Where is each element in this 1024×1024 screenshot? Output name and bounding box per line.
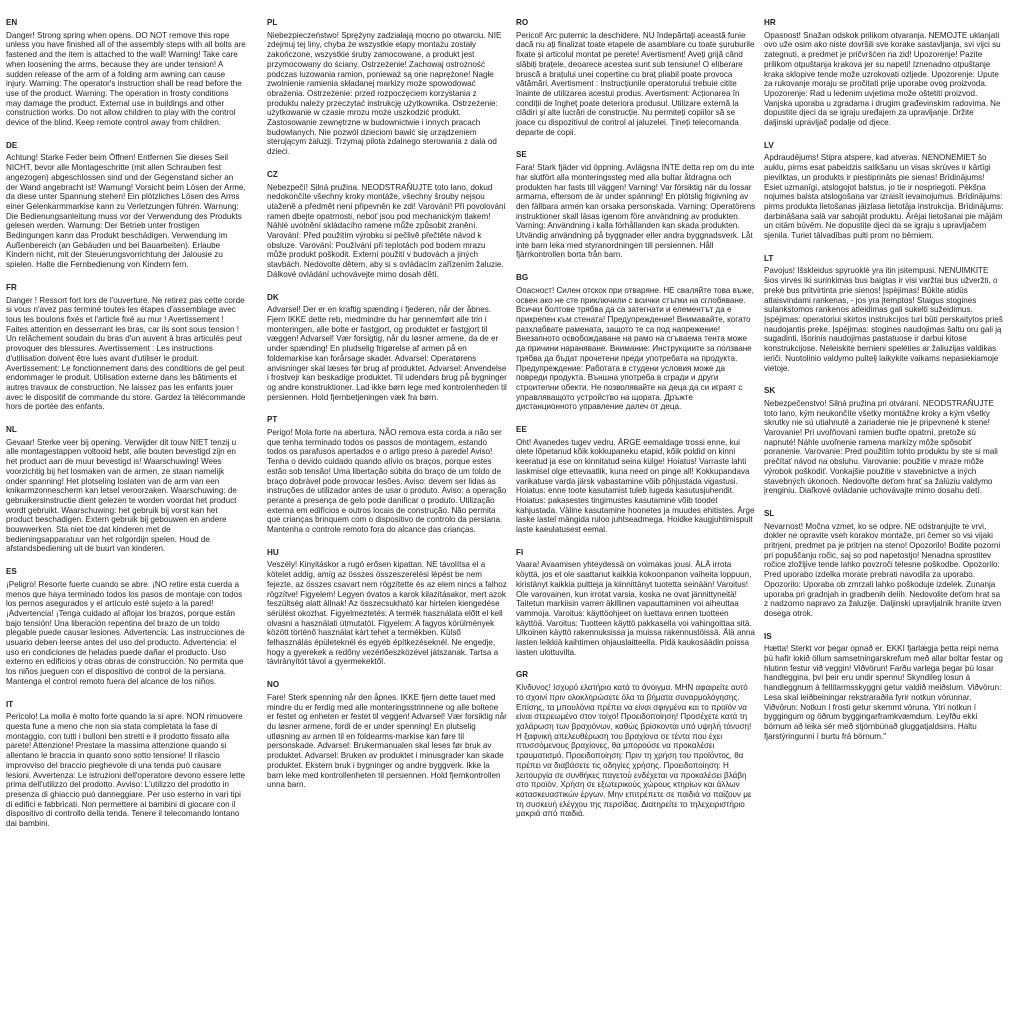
warning-text: Κίνδυνος! Ισχυρό ελατήριο κατά το άνοιγμα. ΜΗΝ αφαιρείτε αυτό το σχοινί πριν ολοκληρώσετε όλα τα βήματα συναρμολόγησης. Επίσης, τα μπουλόνια πρέπει να είναι σφιγμένα και το προϊόν να είναι στερεωμένο στον τοίχο! Προειδοποίηση! Προσέχετε κατά τη χαλάρωση των βραχιόνων, καθώς βρίσκονται υπό υψηλή τάνυση! Η ξαφνική απελευθέρωση του βραχίονα σε τέντα που έχει πτυσσόμενους βραχίονες, θα μπορούσε να προκαλέσει τραυματισμό. Προειδοποίηση: Πριν τη χρήση του προϊόντος, θα πρέπει να διαβάσετε τις οδηγίες χρήσης. Προειδοποίηση: Η λειτουργία σε συνθήκες παγετού ενδέχεται να προκαλέσει βλάβη στο προϊόν. Χρήση σε εξωτερικούς χώρους κτηρίων και άλλων κατασκευαστικών έργων. Μην επιτρέπετε σε παιδιά να παίζουν με τη συσκευή ελέγχου της περσίδας. Διατηρείτε το τηλεχειριστήριο μακριά από παιδιά. (516, 683, 752, 819)
warning-text: Опасност! Силен отскок при отваряне. НЕ сваляйте това въже, освен ако не сте приключили с всички стъпки на сглобяване. Всички болтове трябва да са затегнати и елементът да е прикрепен към стената! Предупреждение! Внимавайте, когато разхлабвате рамената, защото те са под напрежение! Внезапното освобождаване на рамо на сгъваема тента може да причини нараняване. Внимание: Инструкциите за ползване трябва да бъдат прочетени преди употребата на продукта. Предупреждение: Работата в студени условия може да повреди продукта. Външна употреба в сгради и други строителни обекти. Не позволявайте на деца да си играят с управляващото устройство на щората. Дръжте дистанционното управление далеч от деца. (516, 285, 754, 412)
language-code: HR (764, 18, 776, 27)
section-nl (6, 425, 246, 554)
language-code: IT (6, 699, 14, 709)
warning-text: Advarsel! Der er en kraftig spænding i fjederen, når der åbnes. Fjern IKKE dette reb, medmindre du har gennemført alle trin i monteringen, alle bolte er fastgjort, og produktet er fastgjort til væggen! Advarsel! Vær forsigtig, når du løsner armene, da de er under spænding! En pludselig frigørelse af armen på en foldemarkise kan forårsage skader. Advarsel: Operatørens anvisninger skal læses før brug af produktet. Advarsel: Anvendelse i frostvejr kan beskadige produktet. Til udendørs brug på bygninger og andre konstruktioner. Lad ikke børn lege med kontrolenheden til persiennen. Hold fjernbetjeningen væk fra børn. (267, 305, 507, 402)
language-code: NO (267, 680, 280, 690)
section-lt (764, 254, 1004, 373)
warning-text: ¡Peligro! Resorte fuerte cuando se abre. ¡NO retire esta cuerda a menos que haya terminado todos los pasos de montaje con todos los pernos asegurados y el artículo esté sujeto a la pared! ¡Advertencia! ¡Tenga cuidado al aflojar los brazos, porque están bajo tensión! Una liberación repentina del brazo de un toldo plegable puede causar lesiones. Advertencia: Las instrucciones de usuario deben leerse antes del uso del producto. Advertencia: el uso en condiciones de heladas puede dañar el producto. Uso externo en edificios y otras obras de construcción. No permita que los niños jueguen con el dispositivo de control de la persiana. Mantenga el control remoto fuera del alcance de los niños. (6, 579, 245, 686)
section-de (6, 141, 246, 270)
section-gr (516, 670, 756, 819)
section-it (6, 700, 246, 829)
section-sk (764, 386, 1004, 496)
language-code: DE (6, 140, 18, 150)
section-cz (267, 170, 507, 280)
language-code: SK (764, 386, 776, 396)
language-code: GR (516, 670, 529, 680)
warning-text: Opasnost! Snažan odskok prilikom otvaranja. NEMOJTE uklanjati ovo uže osim ako niste dovršili sve korake sastavljanja, svi vijci su zategnuti, a predmet je pričvršćen na zid! Upozorenje! Pazite prilikom otpuštanja krakova jer su napeti! Iznenadno otpuštanje kraka sklopive tende može uzrokovati ozljede. Upozorenje: Upute za rukovanje moraju se pročitati prije uporabe ovog proizvoda. Upozorenje: Rad u ledenim uvjetima može oštetiti proizvod. Vanjska uporaba u zgradama i drugim građevinskim radovima. Ne dopustite djeci da se igraju uređajem za upravljanje. Držite daljinski upravljač podalje od djece. (764, 30, 1001, 128)
section-dk (267, 293, 507, 403)
warning-text: Fare! Sterk spenning når den åpnes. IKKE fjern dette tauet med mindre du er ferdig med alle monteringsstrinnene og alle boltene er festet og enheten er festet til veggen! Advarsel! Vær forsiktig når du løsner armene, fordi de er under spenning! En plutselig utløsning av armen til en foldearms-markise kan føre til personskade. Advarsel: Brukermanualen skal leses før bruk av produktet. Advarsel: Bruken av produktet i minusgrader kan skade produktet. Ekstern bruk i bygninger og andre byggverk. Ikke la barn leke med kontrollenheten til persiennen. Hold fjernkontrollen unna barn. (267, 692, 507, 790)
language-code: LV (764, 140, 774, 150)
section-se (516, 150, 756, 260)
section-is (764, 632, 1004, 742)
section-fi (516, 548, 756, 658)
language-code: BG (516, 273, 529, 283)
section-sl (764, 509, 1004, 619)
language-code: ES (6, 567, 17, 577)
section-es (6, 567, 246, 686)
language-code: DK (267, 292, 279, 302)
warning-text: Achtung! Starke Feder beim Öffnen! Entfernen Sie dieses Seil NICHT, bevor alle Montageschritte (mit allen Schrauben fest angezogen) abgeschlossen sind und der Gegenstand sicher an der Wand angebracht ist! Warnung! Vorsicht beim Lösen der Arme, da diese unter Spannung stehen! Ein plötzliches Lösen des Arms einer Gelenkarmmarkise kann zu Verletzungen führen. Warnung: Die Bedienungsanleitung muss vor der Verwendung des Produkts gelesen werden. Warnung: Der Betrieb unter frostigen Bedingungen kann das Produkt beschädigen. Verwendung im Außenbereich (an Gebäuden und bei Bauarbeiten). Erlaube Kindern nicht, mit der Steuerungsvorrichtung der Jalousie zu spielen. Halte die Fernbedienung von Kindern fern. (6, 153, 246, 270)
section-ro (516, 18, 756, 137)
column-4 (764, 18, 1004, 754)
section-fr (6, 283, 246, 412)
warning-text: Vaara! Avaamisen yhteydessä on voimakas jousi. ÄLÄ irrota köyttä, jos et ole saattanut kaikkia kokoonpanon vaiheita loppuun, kiristänyt kaikkia pultteja ja kiinnittänyt tuotetta seinään! Varoitus! Ole varovainen, kun irrotat varsia, koska ne ovat jännittyneitä! Taitetun markiisin varren äkillinen vapauttaminen voi aiheuttaa vammoja. Varoitus: käyttöohjeet on luettava ennen tuotteen käyttöä. Varoitus: Tuotteen käyttö pakkasella voi vahingoittaa sitä. Ulkoinen käyttö rakennuksissa ja muissa rakennustöissä. Älä anna lasten leikkiä kaihtimen ohjauslaitteella. Pidä kaukosäädin poissa lasten ulottuvilta. (516, 560, 755, 657)
language-code: NL (6, 425, 17, 435)
language-code: PT (267, 415, 278, 425)
language-code: FI (516, 547, 524, 557)
warning-text: Pavojus! Išskleidus spyruoklė yra itin įsitempusi. NENUIMKITE šios virvės iki surinkimas bus baigtas ir visi varžtai bus užveržti, o prekė bus pritvirtinta prie sienos! Įspėjimas! Būkite atidūs atlaisvindami rankenas, - jos yra įtemptos! Staigus stogines sulankstomos rankenos atleidimas gali sukelti sužeidimus. Įspėjimas: operatoriui skirtos instrukcijos turi būti perskaitytos prieš naudojantis preke. Įspėjimas: stogines naudojimas šaltu oru gali ją sugadinti. Išorinis naudojimas pastatuose ir darbui kitose konstrukcijose. Neleiskite bernieni spelėties ar žaliuzijas valdikas ieriči. Nuotolinio valdymo pultelį laikykite vaikams nepasiekiamoje vietoje. (764, 266, 1003, 373)
column-2 (267, 18, 507, 803)
warning-text: Fara! Stark fjäder vid öppning. Avlägsna INTE detta rep om du inte har slutfört alla monteringssteg med alla bultar åtdragna och produkten har fasts till väggen! Varning! Var försiktig när du lossar armarna, eftersom de är under spänning! En plötslig frigivning av den fällbara armen kan orsaka personskada. Varning: Operatörens instruktioner skall läsas igenom före användning av produkten. Varning: Användning i kalla förhållanden kan skada produkten. Utvändig användning på byggnader eller andra byggnadsverk. Låt inte barn leka med styranordningen till persiennen. Håll fjärrkontrollen borta från barn. (516, 163, 756, 260)
language-code: PL (267, 18, 278, 27)
section-pl (267, 18, 507, 157)
language-code: CZ (267, 169, 278, 179)
language-code: RO (516, 18, 529, 27)
language-code: EE (516, 425, 527, 435)
warning-text: Hætta! Sterkt vor þegar opnað er. EKKI fjarlægja þetta reipi nema þú hafir lokið öllum samsetningarskrefum með allar boltar festar og hlutinn festur við veggin! Viðvörun! Farðu varlega þegar þú losar handleggina, því þeir eru undir spennu! Skyndileg losun á handleggnum á fellitarmsskyggni getur valdið meiðslum. Viðvörun: Lesa skal leiðbeiningar rekstraraðila fyrir notkun vörunnar. Viðvörun: Notkun í frosti getur skemmt vöruna. Ytri notkun í byggingum og öðrum byggingarframkvæmdum. Leyfðu ekki börnum að leika sér með stjórnbúnað gluggatjaldsins. Haltu fjarstýringunni í burtu frá börnum." (764, 644, 1003, 741)
section-ee (516, 425, 756, 535)
warning-text: Pericol! Arc puternic la deschidere. NU îndepărtați această funie dacă nu ați finalizat toate etapele de asamblare cu toate șuruburile fixate și articolul montat pe perete! Avertisment! Aveți grijă când slăbiți brațele, deoarece acestea sunt sub tensiune! O eliberare bruscă a brațului unei copertine cu braț pliabil poate provoca vătămări. Avertisment : Instrucțiunile operatorului trebuie citite înainte de utilizarea acestui produs. Avertisment: Acționarea în condiții de îngheț poate deteriora produsul. Utilizare externă la clădiri și alte lucrări de construcție. Nu permiteți copiilor să se joace cu dispozitivul de control al jaluzelei. Țineți telecomanda departe de copii. (516, 30, 755, 137)
warning-text: Nebezpečí! Silná pružina. NEODSTRAŇUJTE toto lano, dokud nedokončíte všechny kroky montáže, všechny šrouby nejsou utaženě a předmět není připevněn ke zdi! Varování! Při povolování ramen dbejte opatrnosti, neboť jsou pod mechanickým tlakem! Náhlé uvolnění skládacího ramene může způsobit zranění. Varování: Před použitím výrobku si pečlivě přečtěte návod k obsluze. Varování: Používání při teplotách pod bodem mrazu může produkt poškodit. Externí použití v budovách a jiných stavbách. Nedovolte dětem, aby si s ovládacím zařízením žaluzie. Dálkové ovládání uchovávejte mimo dosah dětí. (267, 182, 506, 279)
section-lv (764, 141, 1004, 241)
language-code: SE (516, 150, 527, 160)
warning-text: Perigo! Mola forte na abertura. NÃO remova esta corda a não ser que tenha terminado todos os passos de montagem, estando todos os parafusos apertados e o artigo preso à parede! Aviso! Tenha o devido cuidado quando alívio os braços, porque estes estão sob tensão! Uma libertação súbita do braço de um toldo de braço dobrável pode provocar lesões. Aviso: devem ser lidas as instruções de utilizador antes de usar o produto. Aviso: a operação perante a presença de gelo pode danificar o produto. Utilização externa em edifícios e outros locais de construção. Não permita que crianças brinquem com o dispositivo de controlo da persiana. Mantenha o controle remoto fora do alcance das crianças. (267, 428, 507, 535)
warning-text: Danger ! Ressort fort lors de l'ouverture. Ne retirez pas cette corde si vous n'avez pas terminé toutes les étapes d'assemblage avec tous les boulons fixés et l'article fixé au mur ! Avertissement ! Faites attention en desserrant les bras, car ils sont sous tension ! Un relâchement soudain du bras d'un auvent à bras articulés peut provoquer des blessures. Avertissement : Les instructions d'utilisation doivent être lues avant d'utiliser le produit. Avertissement: Le fonctionnement dans des conditions de gel peut endommager le produit. Utilisation externe dans les bâtiments et autres travaux de construction. Ne laissez pas les enfants jouer avec le dispositif de commande du store. Gardez la télécommande hors de portée des enfants. (6, 295, 246, 412)
section-no (267, 680, 507, 790)
warning-text: Nevarnost! Močna vzmet, ko se odpre. NE odstranjujte te vrvi, dokler ne opravite vseh korakov montaže, pri čemer so vsi vijaki pritrjeni, predmet pa je pritrjen na steno! Opozorilo! Bodite pozorni pri popuščanju ročic, saj so pod napetostjo! Nenadna sprostitev ročice zložljive tende lahko povzroči telesne poškodbe. Opozorilo: Pred uporabo izdelka morate prebrati navodila za uporabo. Opozorilo: Uporaba ob zmrzali lahko poškoduje izdelek. Zunanja uporaba pri gradnjah in gradbenih delih. Nedovolite deťom hrat sa z nadzorno napravo za žaluzije. Daljinski upravljalnik hranite izven dosega otrok. (764, 521, 1002, 618)
language-code: SL (764, 508, 775, 518)
section-pt (267, 415, 507, 534)
language-code: HU (267, 547, 279, 557)
language-code: IS (764, 631, 772, 641)
warning-text: Danger! Strong spring when opens. DO NOT remove this rope unless you have finished all of the assembly steps with all bolts are fastened and the item is attached to the wall! Warning! Take care when loosening the arms, because they are under tension! A sudden release of the arm of a folding arm awning can cause injury. Warning: The operator's instruction shall be read before the use of the product. Warning: The operation in frosty conditions may damage the product. External use in buildings and other construction works. Do not allow children to play with the control device of the blind. Keep remote control away from children. (6, 30, 246, 128)
warning-text: Pericolo! La molla è molto forte quando la si apre. NON rimuovere questa fune a meno che non sia stata completata la fase di montaggio, con tutti i bulloni ben stretti e il prodotto fissato alla parete! Attenzione! Prestare la massima attenzione quando si allentano le braccia in quanto sono sotto tensione! Il rilascio improvviso del braccio pieghevole di una tenda può causare lesioni. Avvertenza: Le istruzioni dell'operatore devono essere lette prima dell'utilizzo del prodotto. Avviso: L'utilizzo del prodotto in presenza di ghiaccio può danneggiare. Per uso esterno in vari tipi di edifici e fabbricati. Non permettere ai bambini di giocare con il dispositivo di controllo della tenda. Tenere il telecomando lontano dai bambini. (6, 712, 245, 829)
language-code: EN (6, 18, 18, 27)
column-3 (516, 18, 756, 832)
warning-text: Niebezpieczeństwo! Sprężyny zadziałają mocno po otwarciu. NIE zdejmuj tej liny, chyba że wszystkie etapy montażu zostały zakończone, wszystkie śruby zamocowane, a produkt jest przymocowany do ściany. Ostrzeżenie! Zachowaj ostrożność podczas luzowania ramion, ponieważ są one naprężone! Nagłe zwolnienie ramienia składanej markizy może spowodować obrażenia. Ostrzeżenie: przed rozpoczęciem korzystania z produktu należy przeczytać instrukcję użytkownika. Ostrzeżenie: użytkowanie w czasie mrozu może uszkodzić produkt. Zastosowanie zewnętrzne w budownictwie i innych pracach budowlanych. Nie pozwól dzieciom bawić się urządzeniem sterującym żaluzji. Trzymaj pilota zdalnego sterowania z dala od dzieci. (267, 30, 502, 157)
warning-text: Apdraudējums! Stipra atspere, kad atveras. NENONEMIET šo auklu, pirms esat pabeidzis salikšanu un visas skrūves ir kārtīgi pievilktas, un produkts ir piestiprināts pie sienas! Brīdinājums! Esiet uzmanīgi, atslogojot balstus, jo tie ir nospriegoti. Pēkšņa nojumes balsta atslogošana var izraisīt ievainojumus. Brīdinājums: pirms produkta lietošanas jāizlasa lietotāja instrukcija. Brīdinājums: darbināšana salā var sabojāt produktu. Ārējai lietošanai pie mājām un citām būvēm. Ne dopustite djeci da se igraju s upravljačem sjenila. Turiet tālvadības pulti prom no bērniem. (764, 153, 1004, 241)
section-en (6, 18, 246, 128)
section-hu (267, 548, 507, 667)
warning-text: Veszély! Kinyitáskor a rugó erősen kipattan. NE távolítsa el a kötelet addig, amíg az összes összeszerelési lépést be nem fejezte, az összes csavart nem rögzítette és az elem nincs a falhoz rögzítve! Figyelem! Legyen óvatos a karok kilazításakor, mert azok feszültség alatt állnak! Az összecsukható kar hirtelen kiengedése sérülést okozhat. Figyelmeztetés: A termék használata előtt el kell olvasni a használati útmutatót. Figyelem: A fagyos körülmények között történő használat kárt tehet a termékben. Külső felhasználás épületeknél és egyéb építkezéseknél. Ne engedje, hogy a gyerekek a redőny vezérlőeszközével játszanak. Tartsa a távirányítót távol a gyermekektől. (267, 560, 507, 667)
language-code: LT (764, 253, 774, 263)
section-hr (764, 18, 1004, 128)
warning-text: Nebezpečenstvo! Silná pružina pri otváraní. NEODSTRAŇUJTE toto lano, kým neukončíte všetky montážne kroky a kým všetky skrutky nie sú utiahnuté a zariadenie nie je pripevnené k stene! Varovanie! Pri uvoľňovaní ramien buďte opatrní, pretože sú napnuté! Náhle uvoľnenie ramena markízy môže spôsobiť poranenie. Varovanie: Pred použitím tohto produktu by ste si mali prečítať návod na obsluhu. Varovanie: použitie v mraze môže výrobok poškodiť. Vonkajšie použitie v stavebnictve a iných stavebných úkonoch. Nedovoľte deťom hrať sa žalúziu valdymo įrenginiu. Diaľkové ovládanie uchovávajte mimo dosahu detí. (764, 398, 998, 496)
column-1 (6, 18, 246, 842)
warning-text: Oht! Avanedes tugev vedru. ÄRGE eemaldage trossi enne, kui olete lõpetanud kõik kokkupaneku etapid, kõik poldid on kinni keeratud ja ese on kinnitatud seina külge! Hoiatus! Varraste lahti laskmisel olge ettevaatlik, kuna need on pinge all! Kokkupandava varikatuse varda järsk vabastamine võib põhjustada vigastusi. Hoiatus: enne toote kasutamist tuleb lugeda kasutusjuhendit. Hoiatus: pakasestes tingimustes kasutamine võib toodet kahjustada. Väline kasutamine hoonetes ja muudes ehitistes. Ärge laske lastel mängida ruloo juhtseadmega. Hoidke kaugjuhtimispult laste kaeulatusest eemal. (516, 437, 755, 535)
warning-text: Gevaar! Sterke veer bij opening. Verwijder dit touw NIET tenzij u alle montagestappen voltooid hebt, alle bouten bevestigd zijn en het product aan de muur bevestigd is! Waarschuwing! Wees voorzichtig bij het losmaken van de armen, ze staan namelijk onder spanning! Het plotseling loslaten van de arm van een knikarmzonnescherm kan letsel veroorzaken. Waarschuwing: de gebruikersinstructie dient gelezen te worden voordat het product wordt gebruikt. Waarschuwing: het gebruik bij vorst kan het product beschadigen. Extern gebruik bij gebouwen en andere bouwwerken. Sta niet toe dat kinderen met de bedieningsapparatuur van het rolgordijn spelen. Houd de afstandsbediening uit de buurt van kinderen. (6, 437, 237, 554)
section-bg (516, 273, 756, 412)
language-code: FR (6, 282, 17, 292)
